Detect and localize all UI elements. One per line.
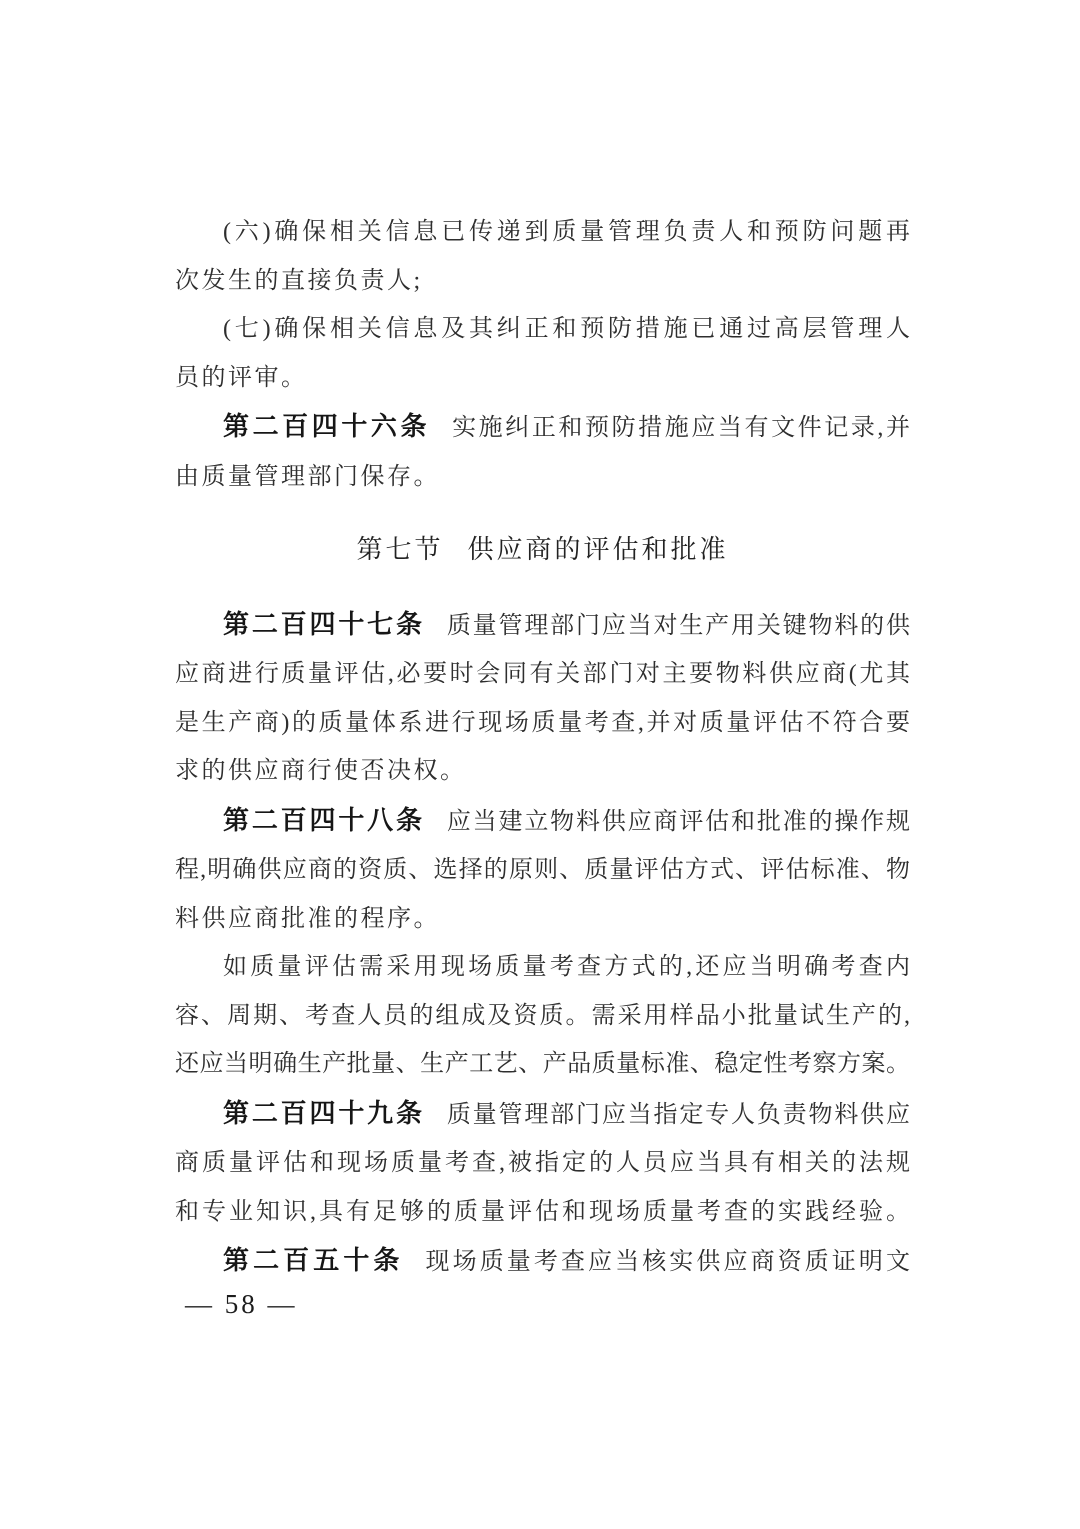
article-249-text: 质量管理部门应当指定专人负责物料供应 — [446, 1101, 910, 1128]
section-heading — [175, 526, 910, 575]
article-246-line-1 — [175, 402, 910, 453]
article-246-text: 实施纠正和预防措施应当有文件记录,并 — [452, 415, 910, 441]
article-249-line-2: 商质量评估和现场质量考查,被指定的人员应当具有相关的法规 — [175, 1150, 910, 1176]
list-item-6-line-1: (六)确保相关信息已传递到质量管理负责人和预防问题再 — [223, 219, 910, 245]
site-audit-paragraph-line-2: 容、周期、考查人员的组成及资质。需采用样品小批量试生产的, — [175, 1002, 910, 1029]
section-heading-title: 供应商的评估和批准 — [467, 535, 729, 564]
article-249-line-1 — [175, 1089, 910, 1140]
article-249-line-3: 和专业知识,具有足够的质量评估和现场质量考查的实践经验。 — [175, 1198, 910, 1225]
text-block — [175, 208, 910, 1287]
article-247-line-4: 求的供应商行使否决权。 — [175, 758, 467, 784]
article-248-line-3: 料供应商批准的程序。 — [175, 905, 440, 932]
site-audit-paragraph-line-3: 还应当明确生产批量、生产工艺、产品质量标准、稳定性考察方案。 — [175, 1051, 910, 1077]
list-item-6-line-2: 次发生的直接负责人; — [175, 267, 423, 294]
article-250-number: 第二百五十条 — [223, 1245, 404, 1275]
section-heading-label: 第七节 — [356, 535, 444, 564]
article-247-line-3: 是生产商)的质量体系进行现场质量考查,并对质量评估不符合要 — [175, 709, 910, 736]
article-248-line-2: 程,明确供应商的资质、选择的原则、质量评估方式、评估标准、物 — [175, 857, 910, 883]
site-audit-paragraph-line-1: 如质量评估需采用现场质量考查方式的,还应当明确考查内 — [223, 954, 910, 980]
page-number: — 58 — — [185, 1289, 298, 1319]
article-246-number: 第二百四十六条 — [223, 411, 431, 441]
list-item-7-line-2: 员的评审。 — [175, 364, 308, 391]
article-248-number: 第二百四十八条 — [223, 804, 425, 835]
article-247-number: 第二百四十七条 — [223, 608, 425, 639]
article-247-line-2: 应商进行质量评估,必要时会同有关部门对主要物料供应商(尤其 — [175, 661, 910, 687]
article-248-line-1 — [175, 796, 910, 847]
article-247-line-1 — [175, 600, 910, 651]
list-item-7-line-1: (七)确保相关信息及其纠正和预防措施已通过高层管理人 — [223, 316, 910, 342]
article-250-text: 现场质量考查应当核实供应商资质证明文 — [425, 1249, 910, 1275]
article-249-number: 第二百四十九条 — [223, 1097, 425, 1128]
article-246-line-2: 由质量管理部门保存。 — [175, 463, 440, 490]
article-250-line-1 — [175, 1236, 910, 1287]
article-247-text: 质量管理部门应当对生产用关键物料的供 — [446, 612, 910, 639]
article-248-text: 应当建立物料供应商评估和批准的操作规 — [446, 808, 910, 835]
